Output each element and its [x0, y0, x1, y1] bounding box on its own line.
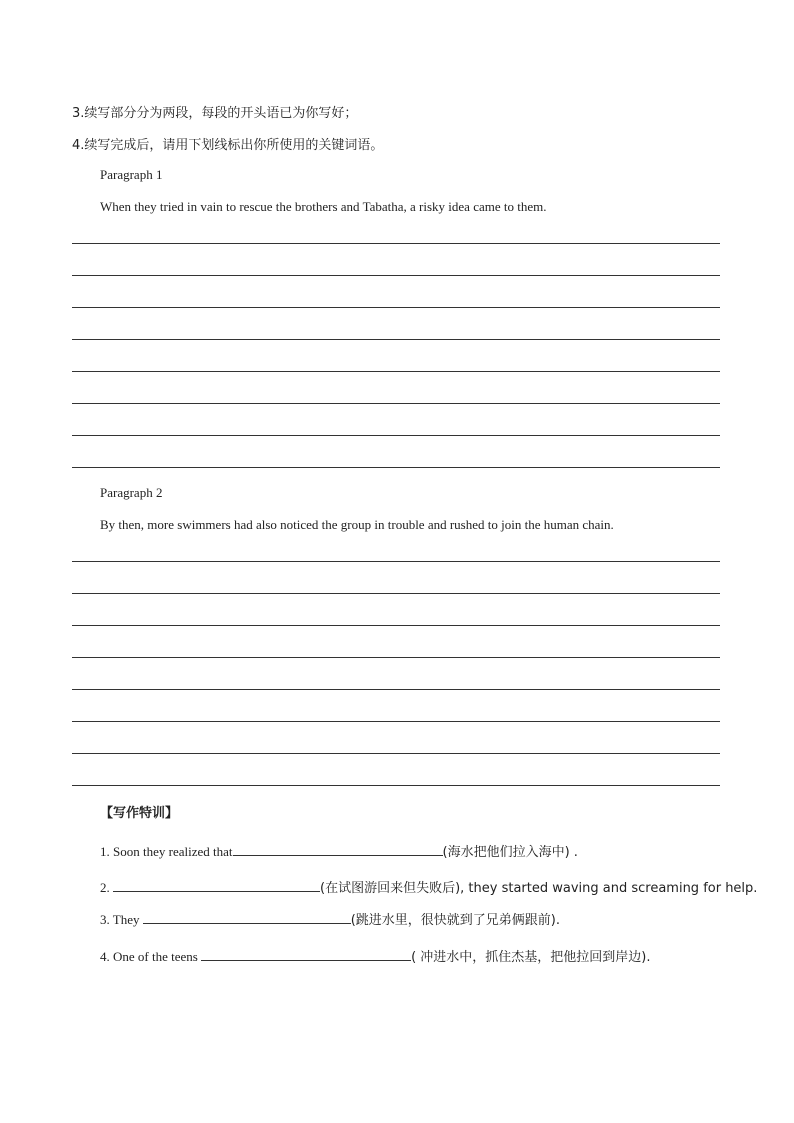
writing-line — [72, 435, 720, 436]
writing-line — [72, 561, 720, 562]
training-item-4-hint: ( 冲进水中，抓住杰基，把他拉回到岸边). — [411, 950, 651, 965]
writing-line — [72, 339, 720, 340]
writing-line — [72, 467, 720, 468]
paragraph-1-label: Paragraph 1 — [100, 167, 163, 182]
writing-line — [72, 785, 720, 786]
training-item-1-prefix: 1. Soon they realized that — [100, 844, 233, 859]
writing-line — [72, 657, 720, 658]
writing-line — [72, 371, 720, 372]
paragraph-2-label: Paragraph 2 — [100, 485, 163, 500]
training-item-3 — [100, 909, 560, 928]
paragraph-2-opening: By then, more swimmers had also noticed the group in trouble and rushed to join the human chain. — [100, 517, 614, 532]
training-item-2-prefix: 2. — [100, 880, 110, 895]
training-item-1 — [100, 841, 578, 860]
instruction-4: 4.续写完成后，请用下划线标出你所使用的关键词语。 — [72, 138, 384, 153]
writing-line — [72, 721, 720, 722]
training-item-3-blank[interactable] — [143, 911, 351, 924]
writing-line — [72, 689, 720, 690]
paragraph-1-opening: When they tried in vain to rescue the brothers and Tabatha, a risky idea came to them. — [100, 199, 547, 214]
training-item-3-hint: (跳进水里，很快就到了兄弟俩跟前). — [350, 913, 561, 928]
writing-line — [72, 403, 720, 404]
training-item-2 — [100, 877, 757, 896]
training-item-2-blank[interactable] — [113, 879, 320, 892]
training-item-1-hint: (海水把他们拉入海中) . — [442, 845, 578, 860]
training-item-4-prefix: 4. One of the teens — [100, 949, 198, 964]
training-heading: 【写作特训】 — [100, 806, 179, 821]
instruction-3: 3.续写部分分为两段，每段的开头语已为你写好； — [72, 106, 358, 121]
training-item-4 — [100, 946, 651, 965]
writing-line — [72, 753, 720, 754]
writing-line — [72, 307, 720, 308]
writing-line — [72, 243, 720, 244]
writing-line — [72, 625, 720, 626]
training-item-1-blank[interactable] — [233, 843, 443, 856]
training-item-4-blank[interactable] — [201, 948, 411, 961]
training-item-3-prefix: 3. They — [100, 912, 140, 927]
writing-line — [72, 275, 720, 276]
training-item-2-hint: (在试图游回来但失败后), they started waving and screaming for help. — [320, 881, 758, 896]
writing-line — [72, 593, 720, 594]
